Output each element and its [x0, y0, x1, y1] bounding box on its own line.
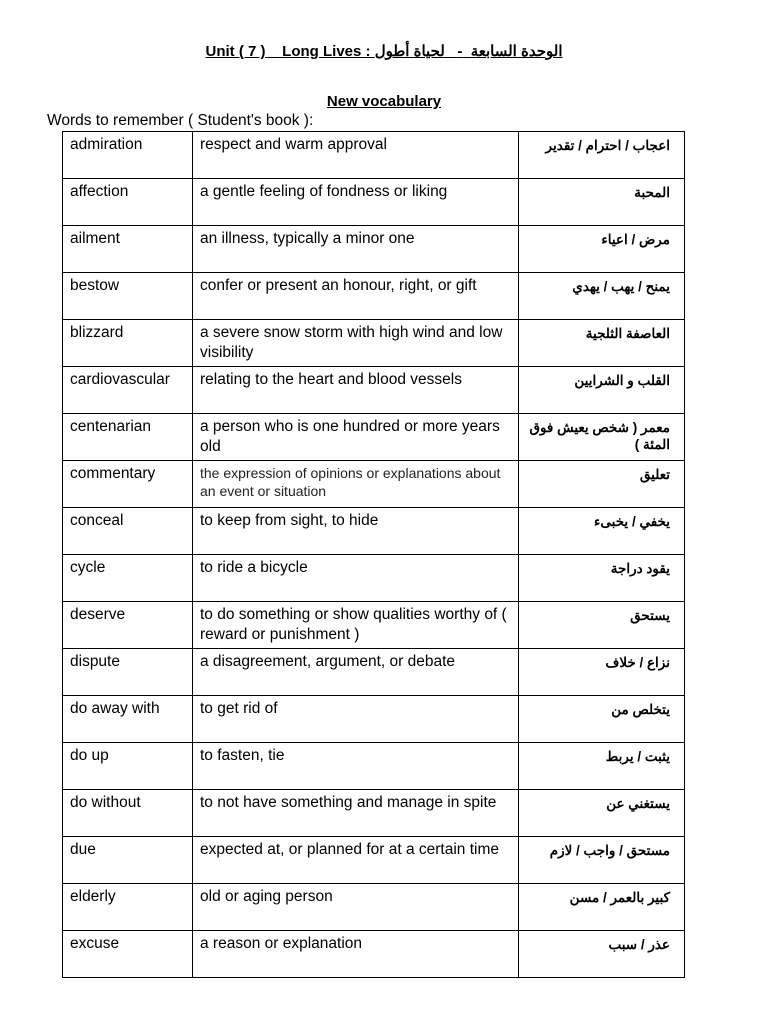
- vocabulary-table-body: [63, 132, 685, 978]
- vocab-word: due: [63, 837, 193, 884]
- vocab-word: admiration: [63, 132, 193, 179]
- vocab-arabic: يقود دراجة: [519, 555, 685, 602]
- section-title: New vocabulary: [326, 93, 442, 110]
- vocab-word: blizzard: [63, 320, 193, 367]
- vocab-definition: a severe snow storm with high wind and low visibility: [193, 320, 519, 367]
- vocab-arabic: يستغني عن: [519, 790, 685, 837]
- vocab-arabic: اعجاب / احترام / تقدير: [519, 132, 685, 179]
- vocabulary-table: [62, 131, 685, 978]
- table-row: [63, 132, 685, 179]
- table-row: [63, 179, 685, 226]
- page-header: [0, 42, 768, 60]
- vocab-word: ailment: [63, 226, 193, 273]
- unit-topic-arabic: لحياة أطول: [374, 43, 445, 60]
- vocab-arabic: يخفي / يخبىء: [519, 508, 685, 555]
- vocab-arabic: يتخلص من: [519, 696, 685, 743]
- table-row: [63, 508, 685, 555]
- vocab-definition: to not have something and manage in spite: [193, 790, 519, 837]
- vocab-definition: to do something or show qualities worthy of ( reward or punishment ): [193, 602, 519, 649]
- title-separator: -: [457, 43, 463, 60]
- vocab-word: dispute: [63, 649, 193, 696]
- table-row: [63, 414, 685, 461]
- vocab-definition: to fasten, tie: [193, 743, 519, 790]
- table-row: [63, 931, 685, 978]
- vocab-arabic: يثبت / يربط: [519, 743, 685, 790]
- vocab-definition: the expression of opinions or explanations about an event or situation: [193, 461, 519, 508]
- vocab-word: deserve: [63, 602, 193, 649]
- vocab-arabic: مستحق / واجب / لازم: [519, 837, 685, 884]
- vocab-arabic: كبير بالعمر / مسن: [519, 884, 685, 931]
- vocab-word: affection: [63, 179, 193, 226]
- vocab-definition: a disagreement, argument, or debate: [193, 649, 519, 696]
- vocab-definition: a person who is one hundred or more years old: [193, 414, 519, 461]
- vocab-arabic: تعليق: [519, 461, 685, 508]
- table-row: [63, 696, 685, 743]
- unit-title: [206, 42, 563, 60]
- vocab-definition: relating to the heart and blood vessels: [193, 367, 519, 414]
- vocab-word: centenarian: [63, 414, 193, 461]
- vocab-word: cardiovascular: [63, 367, 193, 414]
- table-row: [63, 226, 685, 273]
- vocab-word: conceal: [63, 508, 193, 555]
- unit-topic: Long Lives :: [282, 43, 371, 60]
- vocab-word: excuse: [63, 931, 193, 978]
- vocab-definition: expected at, or planned for at a certain time: [193, 837, 519, 884]
- unit-number: Unit ( 7 ): [205, 43, 266, 60]
- table-row: [63, 884, 685, 931]
- table-row: [63, 367, 685, 414]
- vocab-definition: a reason or explanation: [193, 931, 519, 978]
- vocab-definition: a gentle feeling of fondness or liking: [193, 179, 519, 226]
- vocab-word: do up: [63, 743, 193, 790]
- vocab-arabic: يستحق: [519, 602, 685, 649]
- subtitle: Words to remember ( Student's book ):: [47, 112, 314, 129]
- vocab-definition: to ride a bicycle: [193, 555, 519, 602]
- table-row: [63, 790, 685, 837]
- table-row: [63, 602, 685, 649]
- vocab-definition: old or aging person: [193, 884, 519, 931]
- vocab-word: bestow: [63, 273, 193, 320]
- vocab-arabic: عذر / سبب: [519, 931, 685, 978]
- vocab-arabic: المحبة: [519, 179, 685, 226]
- table-row: [63, 743, 685, 790]
- vocab-definition: respect and warm approval: [193, 132, 519, 179]
- table-row: [63, 837, 685, 884]
- vocab-word: do without: [63, 790, 193, 837]
- vocab-arabic: معمر ( شخص يعيش فوق المئة ): [519, 414, 685, 461]
- vocab-definition: confer or present an honour, right, or gift: [193, 273, 519, 320]
- table-row: [63, 320, 685, 367]
- table-row: [63, 649, 685, 696]
- vocab-definition: to get rid of: [193, 696, 519, 743]
- table-row: [63, 273, 685, 320]
- vocab-arabic: العاصفة الثلجية: [519, 320, 685, 367]
- vocab-definition: an illness, typically a minor one: [193, 226, 519, 273]
- vocab-arabic: القلب و الشرايين: [519, 367, 685, 414]
- unit-number-arabic: الوحدة السابعة: [470, 43, 563, 60]
- vocab-definition: to keep from sight, to hide: [193, 508, 519, 555]
- vocab-arabic: مرض / اعياء: [519, 226, 685, 273]
- table-row: [63, 461, 685, 508]
- vocab-word: do away with: [63, 696, 193, 743]
- vocab-word: elderly: [63, 884, 193, 931]
- vocab-arabic: يمنح / يهب / يهدي: [519, 273, 685, 320]
- vocab-word: commentary: [63, 461, 193, 508]
- vocab-word: cycle: [63, 555, 193, 602]
- table-row: [63, 555, 685, 602]
- vocab-arabic: نزاع / خلاف: [519, 649, 685, 696]
